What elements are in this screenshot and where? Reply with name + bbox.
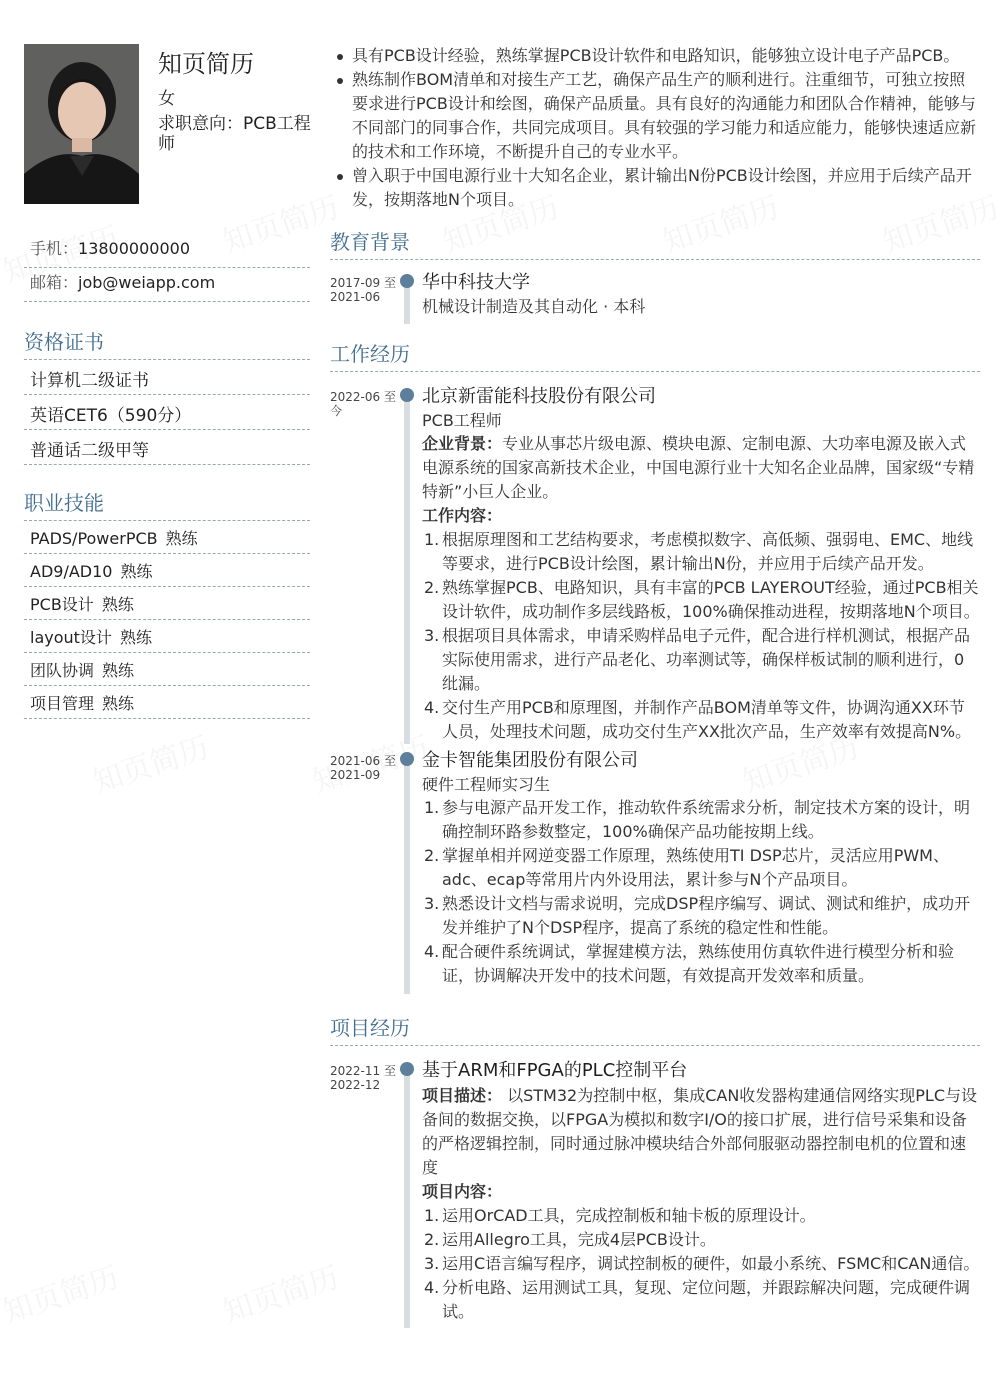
duty-text: 根据项目具体需求，申请采购样品电子元件，配合进行样机测试，根据产品实际使用需求，进行产品老化、功率测试等，确保样板试制的顺利进行，0纰漏。 (442, 626, 971, 693)
portrait-image (24, 44, 139, 204)
duty-item: 4. 配合硬件系统调试，掌握建模方法，熟练使用仿真软件进行模型分析和验证，协调解决开发中的技术问题，有效提高开发效率和质量。 (424, 942, 955, 985)
skill-item (24, 653, 310, 686)
skill-name: 团队协调 (30, 661, 95, 680)
skill-item (24, 521, 310, 554)
date-start: 2022-06 至 (330, 390, 396, 404)
education-date (330, 276, 400, 304)
certificate-item: 英语CET6（590分） (24, 395, 310, 430)
skill-level: 熟练 (120, 562, 153, 581)
profile-header (24, 44, 310, 204)
email-value: job@weiapp.com (78, 273, 216, 292)
project-date (330, 1064, 400, 1092)
project-point: 3. 运用C语言编写程序，调试控制板的硬件，如最小系统、FSMC和CAN通信。 (424, 1254, 980, 1273)
certificates-list (24, 360, 310, 465)
project-name: 基于ARM和FPGA的PLC控制平台 (422, 1060, 688, 1081)
duty-item: 2. 掌握单相并网逆变器工作原理，熟练使用TI DSP芯片，灵活应用PWM、adc、ecap等常用片内外设用法，累计参与N个产品项目。 (424, 846, 949, 889)
phone-row (24, 234, 310, 268)
project-point: 2. 运用Allegro工具，完成4层PCB设计。 (424, 1230, 716, 1249)
timeline-dot (400, 274, 414, 288)
contact-info (24, 234, 310, 302)
skill-item (24, 620, 310, 653)
certificates-title: 资格证书 (24, 326, 310, 360)
school-name: 华中科技大学 (422, 272, 530, 293)
duty-item: 1. 参与电源产品开发工作，推动软件系统需求分析，制定技术方案的设计，明确控制环路参数整定，100%确保产品功能按期上线。 (424, 798, 971, 841)
timeline-dot (400, 752, 414, 766)
work-date (330, 390, 400, 418)
timeline-dot (400, 388, 414, 402)
phone-value: 13800000000 (78, 239, 190, 258)
timeline-bar (404, 758, 410, 994)
duty-item: 2. 熟练掌握PCB、电路知识，具有丰富的PCB LAYEROUT经验，通过PCB相关设计软件，成功制作多层线路板，100%确保推动进程，按期落地N个项目。 (424, 578, 980, 621)
company-name: 金卡智能集团股份有限公司 (422, 750, 638, 771)
skill-level: 熟练 (119, 628, 152, 647)
summary-item: 曾入职于中国电源行业十大知名企业，累计输出N份PCB设计绘图，并应用于后续产品开发，按期落地N个项目。 (330, 164, 980, 212)
date-start: 2017-09 至 (330, 276, 396, 290)
point-text: 运用OrCAD工具，完成控制板和轴卡板的原理设计。 (442, 1206, 816, 1225)
skill-name: 项目管理 (30, 694, 95, 713)
duty-text: 掌握单相并网逆变器工作原理，熟练使用TI DSP芯片，灵活应用PWM、adc、ecap等常用片内外设用法，累计参与N个产品项目。 (442, 846, 949, 889)
duty-text: 交付生产用PCB和原理图，并制作产品BOM清单等文件，协调沟通XX环节人员，处理技术问题，成功交付生产XX批次产品，生产效率有效提高N%。 (442, 698, 972, 741)
duty-text: 熟练掌握PCB、电路知识，具有丰富的PCB LAYEROUT经验，通过PCB相关设计软件，成功制作多层线路板，100%确保推动进程，按期落地N个项目。 (442, 578, 980, 621)
skill-level: 熟练 (102, 661, 135, 680)
skill-name: PCB设计 (30, 595, 94, 614)
point-text: 分析电路、运用测试工具，复现、定位问题，并跟踪解决问题，完成硬件调试。 (442, 1278, 971, 1321)
resume-name: 知页简历 (158, 50, 254, 78)
project-content-label (422, 1180, 980, 1204)
work-title: 工作经历 (330, 338, 980, 372)
job-role: 硬件工程师实习生 (422, 775, 551, 794)
left-column (24, 44, 310, 719)
timeline-bar (404, 394, 410, 744)
phone-label: 手机： (30, 239, 79, 258)
duty-text: 参与电源产品开发工作，推动软件系统需求分析，制定技术方案的设计，明确控制环路参数整定，100%确保产品功能按期上线。 (442, 798, 971, 841)
work-entry (330, 748, 980, 994)
date-end: 今 (330, 404, 343, 418)
date-end: 2022-12 (330, 1078, 381, 1092)
summary-item: 具有PCB设计经验，熟练掌握PCB设计软件和电路知识，能够独立设计电子产品PCB。 (330, 44, 980, 68)
work-content-label (422, 504, 980, 528)
duty-item: 3. 熟悉设计文档与需求说明，完成DSP程序编写、调试、测试和维护，成功开发并维护了N个DSP程序，提高了系统的稳定性和性能。 (424, 894, 971, 937)
point-text: 运用C语言编写程序，调试控制板的硬件，如最小系统、FSMC和CAN通信。 (442, 1254, 980, 1273)
certificate-item: 计算机二级证书 (24, 360, 310, 395)
duty-text: 熟悉设计文档与需求说明，完成DSP程序编写、调试、测试和维护，成功开发并维护了N个DSP程序，提高了系统的稳定性和性能。 (442, 894, 971, 937)
skills-list (24, 521, 310, 719)
education-title: 教育背景 (330, 226, 980, 260)
duty-list (422, 796, 980, 988)
job-intent-value: PCB工程师 (158, 114, 311, 154)
summary-list (330, 44, 980, 212)
email-label: 邮箱： (30, 273, 79, 292)
date-start: 2022-11 至 (330, 1064, 396, 1078)
skill-name: AD9/AD10 (30, 562, 113, 581)
certificate-item: 普通话二级甲等 (24, 430, 310, 465)
email-row (24, 268, 310, 302)
project-entry (330, 1058, 980, 1328)
content-label: 项目内容： (422, 1182, 503, 1201)
date-end: 2021-09 (330, 768, 381, 782)
skill-item (24, 587, 310, 620)
job-role: PCB工程师 (422, 411, 502, 430)
duty-item: 1. 根据原理图和工艺结构要求，考虑模拟数字、高低频、强弱电、EMC、地线等要求，进行PCB设计绘图，累计输出N份，并应用于后续产品开发。 (424, 530, 974, 573)
right-column (330, 44, 980, 1328)
skill-level: 熟练 (165, 529, 198, 548)
project-point: 4. 分析电路、运用测试工具，复现、定位问题，并跟踪解决问题，完成硬件调试。 (424, 1278, 971, 1321)
background-text: 专业从事芯片级电源、模块电源、定制电源、大功率电源及嵌入式电源系统的国家高新技术企业，中国电源行业十大知名企业品牌，国家级“专精特新”小巨人企业。 (422, 434, 975, 501)
gender: 女 (158, 89, 175, 109)
watermark (86, 723, 214, 802)
work-entry (330, 384, 980, 744)
watermark (216, 1253, 344, 1332)
major: 机械设计制造及其自动化 · 本科 (422, 297, 646, 316)
skills-title: 职业技能 (24, 487, 310, 521)
description-label: 项目描述： (422, 1086, 503, 1105)
projects-title: 项目经历 (330, 1012, 980, 1046)
skill-name: PADS/PowerPCB (30, 529, 158, 548)
company-name: 北京新雷能科技股份有限公司 (422, 386, 656, 407)
content-label: 工作内容： (422, 506, 503, 525)
duty-item: 3. 根据项目具体需求，申请采购样品电子元件，配合进行样机测试，根据产品实际使用需求，进行产品老化、功率测试等，确保样板试制的顺利进行，0纰漏。 (424, 626, 971, 693)
description-text: 以STM32为控制中枢，集成CAN收发器构建通信网络实现PLC与设备间的数据交换，以FPGA为模拟和数字I/O的接口扩展，进行信号采集和设备的严格逻辑控制，同时通过脉冲模块结合外部伺服驱动器控制电机的位置和速度 (422, 1086, 978, 1177)
job-intent (158, 114, 313, 154)
point-text: 运用Allegro工具，完成4层PCB设计。 (442, 1230, 716, 1249)
skill-level: 熟练 (102, 694, 135, 713)
watermark (0, 1253, 124, 1332)
duty-item: 4. 交付生产用PCB和原理图，并制作产品BOM清单等文件，协调沟通XX环节人员，处理技术问题，成功交付生产XX批次产品，生产效率有效提高N%。 (424, 698, 972, 741)
date-end: 2021-06 (330, 290, 381, 304)
duty-list (422, 528, 980, 744)
background-label: 企业背景： (422, 434, 503, 453)
summary-item: 熟练制作BOM清单和对接生产工艺，确保产品生产的顺利进行。注重细节，可独立按照要求进行PCB设计和绘图，确保产品质量。具有良好的沟通能力和团队合作精神，能够与不同部门的同事合作，共同完成项目。具有较强的学习能力和适应能力，能够快速适应新的技术和工作环境，不断提升自己的专业水平。 (330, 68, 980, 164)
timeline-bar (404, 1068, 410, 1328)
project-point: 1. 运用OrCAD工具，完成控制板和轴卡板的原理设计。 (424, 1206, 816, 1225)
skill-item (24, 686, 310, 719)
skill-level: 熟练 (101, 595, 134, 614)
work-date (330, 754, 400, 782)
avatar (24, 44, 139, 204)
skill-item (24, 554, 310, 587)
date-start: 2021-06 至 (330, 754, 396, 768)
project-point-list (422, 1204, 980, 1324)
duty-text: 配合硬件系统调试，掌握建模方法，熟练使用仿真软件进行模型分析和验证，协调解决开发中的技术问题，有效提高开发效率和质量。 (442, 942, 955, 985)
education-entry (330, 270, 980, 324)
duty-text: 根据原理图和工艺结构要求，考虑模拟数字、高低频、强弱电、EMC、地线等要求，进行PCB设计绘图，累计输出N份，并应用于后续产品开发。 (442, 530, 974, 573)
project-description (422, 1084, 980, 1180)
timeline-dot (400, 1062, 414, 1076)
skill-name: layout设计 (30, 628, 112, 647)
company-background (422, 432, 980, 504)
job-intent-label: 求职意向： (158, 114, 243, 134)
